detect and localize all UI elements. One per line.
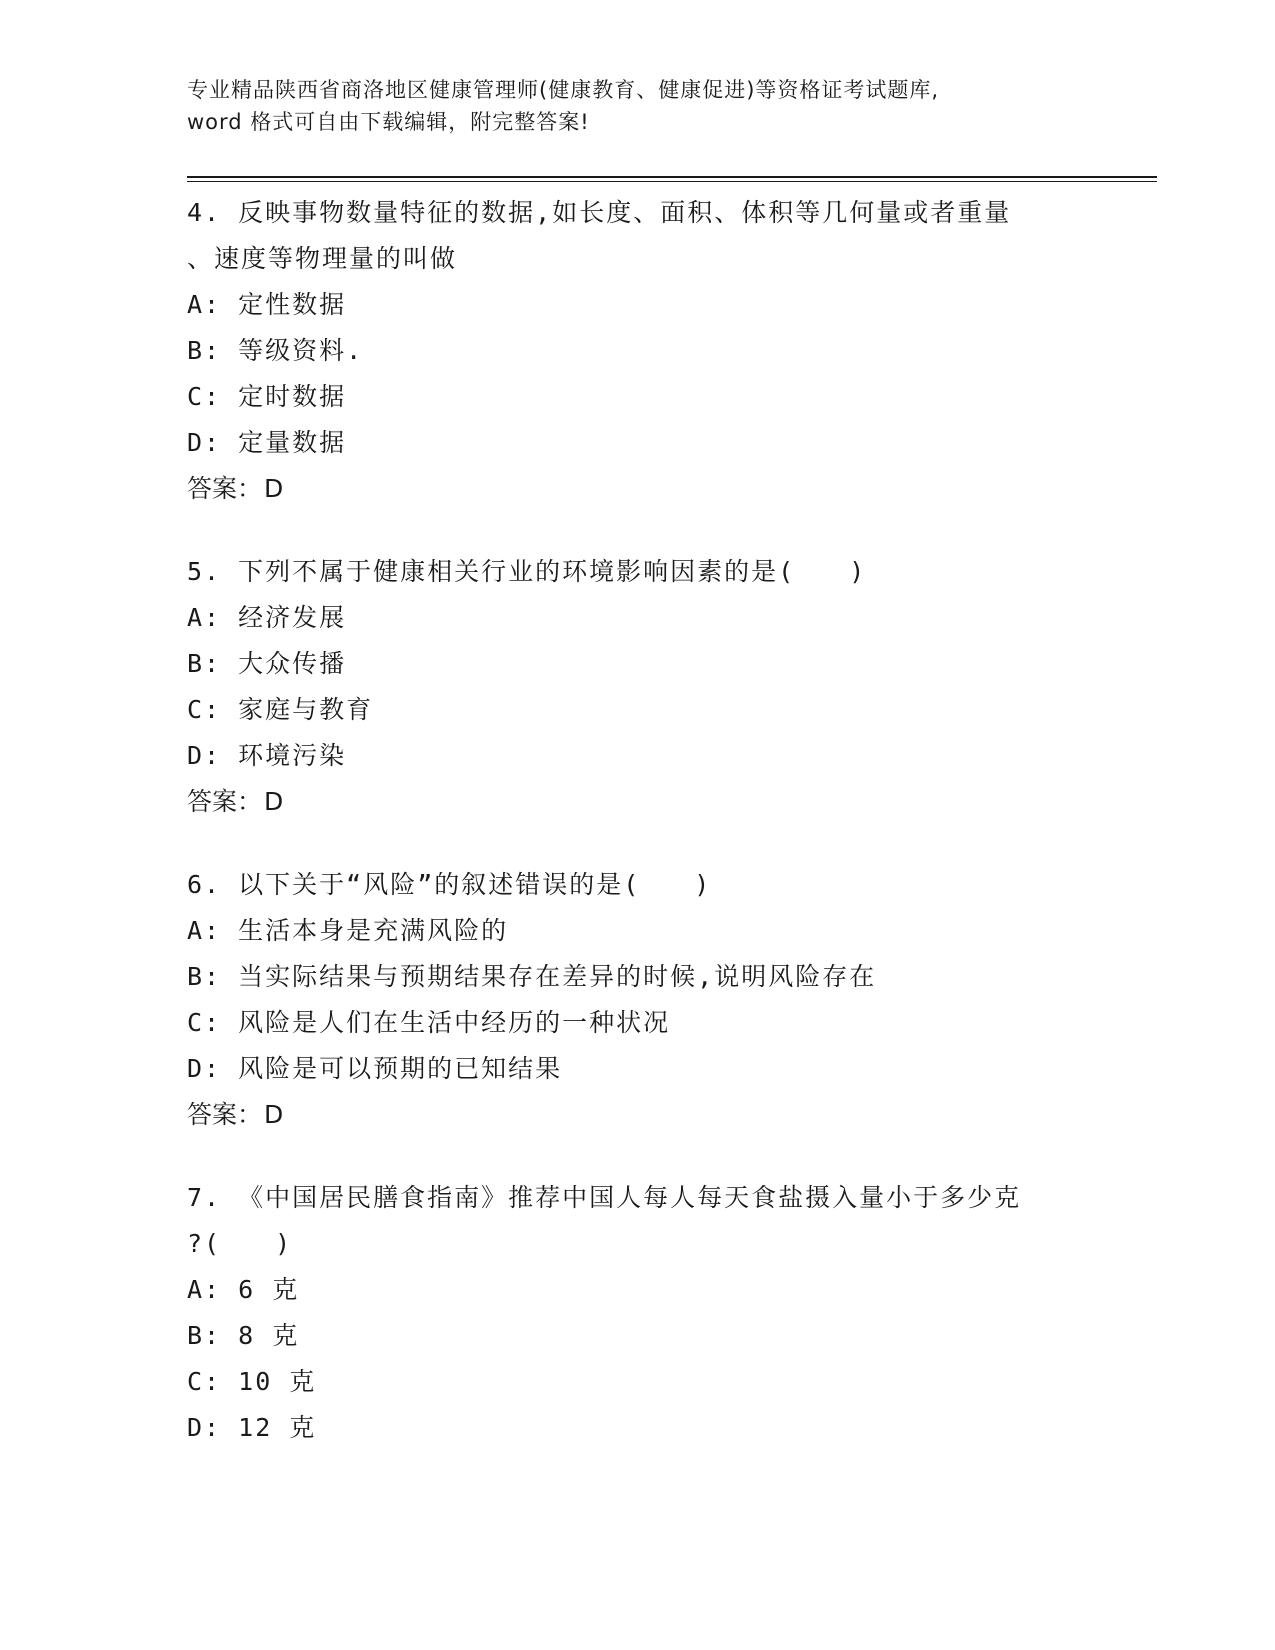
- option-d: D: 环境污染: [187, 741, 347, 770]
- question-4: [187, 190, 1087, 512]
- stem-line: 、速度等物理量的叫做: [187, 244, 458, 273]
- option-a: A: 6 克: [187, 1275, 300, 1304]
- option-a: A: 生活本身是充满风险的: [187, 916, 509, 945]
- stem-line: 5. 下列不属于健康相关行业的环境影响因素的是( ): [187, 557, 867, 586]
- option-b: B: 8 克: [187, 1321, 300, 1350]
- option-d: D: 风险是可以预期的已知结果: [187, 1054, 563, 1083]
- stem-line: 6. 以下关于“风险”的叙述错误的是( ): [187, 870, 712, 899]
- answer-line: [187, 779, 1087, 825]
- answer-value: D: [264, 474, 284, 503]
- option-d: D: 12 克: [187, 1413, 317, 1442]
- answer-line: [187, 466, 1087, 512]
- question-7: [187, 1175, 1087, 1451]
- header-line-1: 专业精品陕西省商洛地区健康管理师(健康教育、健康促进)等资格证考试题库,: [187, 78, 940, 102]
- answer-line: [187, 1092, 1087, 1138]
- header-line-2: word 格式可自由下载编辑，附完整答案!: [187, 110, 590, 134]
- option-a: A: 经济发展: [187, 603, 347, 632]
- question-stem: [187, 549, 1087, 595]
- question-stem: [187, 190, 1087, 282]
- option-c: C: 家庭与教育: [187, 695, 374, 724]
- answer-label: 答案：: [187, 787, 263, 816]
- option-c: C: 10 克: [187, 1367, 317, 1396]
- option-a: A: 定性数据: [187, 290, 347, 319]
- stem-line: 7. 《中国居民膳食指南》推荐中国人每人每天食盐摄入量小于多少克: [187, 1183, 1022, 1212]
- option-b: B: 等级资料.: [187, 336, 364, 365]
- stem-line: ?( ): [187, 1229, 293, 1258]
- option-c: C: 风险是人们在生活中经历的一种状况: [187, 1008, 671, 1037]
- option-b: B: 大众传播: [187, 649, 347, 678]
- answer-label: 答案：: [187, 1100, 263, 1129]
- option-d: D: 定量数据: [187, 428, 347, 457]
- question-6: [187, 862, 1087, 1138]
- option-c: C: 定时数据: [187, 382, 347, 411]
- answer-value: D: [264, 787, 284, 816]
- question-5: [187, 549, 1087, 825]
- answer-value: D: [264, 1100, 284, 1129]
- header-divider-thin: [187, 181, 1157, 182]
- question-stem: [187, 862, 1087, 908]
- stem-line: 4. 反映事物数量特征的数据,如长度、面积、体积等几何量或者重量: [187, 198, 1012, 227]
- question-stem: [187, 1175, 1087, 1267]
- document-header: [187, 74, 1067, 138]
- option-b: B: 当实际结果与预期结果存在差异的时候,说明风险存在: [187, 962, 877, 991]
- header-divider: [187, 176, 1157, 178]
- answer-label: 答案：: [187, 474, 263, 503]
- question-list: [187, 190, 1087, 1488]
